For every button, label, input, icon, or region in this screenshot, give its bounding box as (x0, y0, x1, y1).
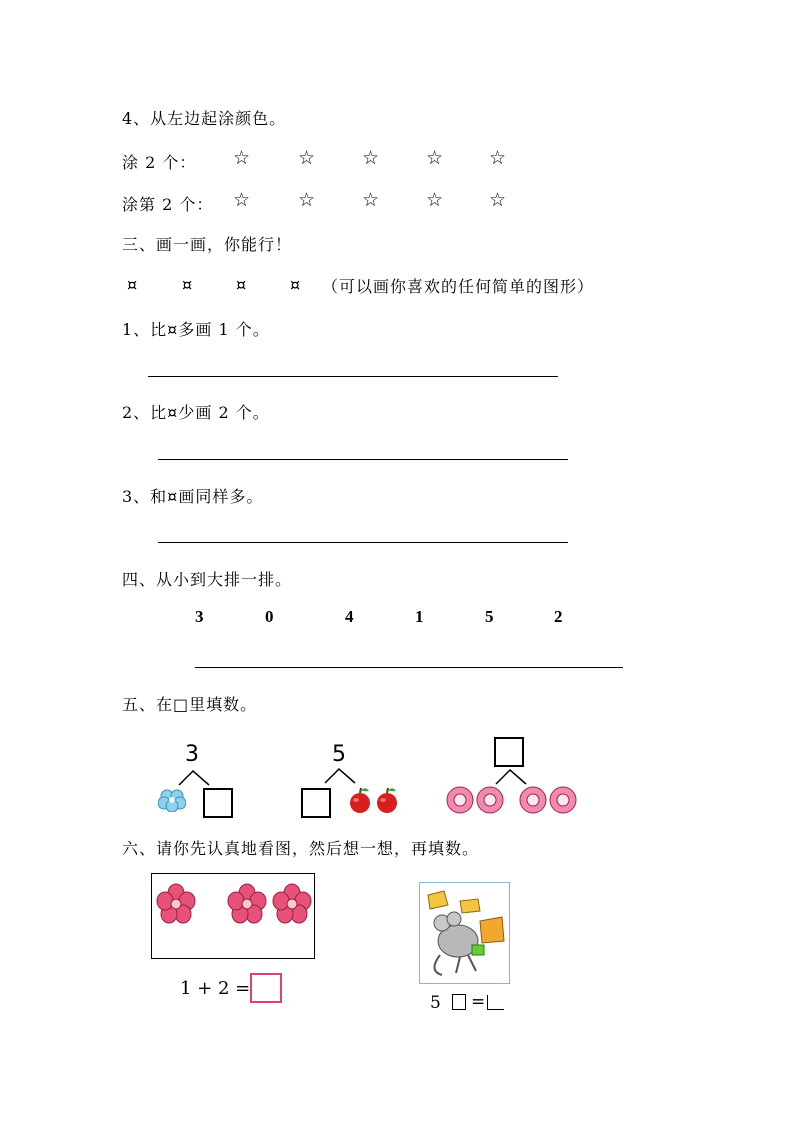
section-3-title: 三、画一画，你能行！ (122, 235, 293, 254)
star-icon[interactable]: ☆ (489, 189, 507, 211)
answer-box[interactable] (203, 788, 233, 818)
draw-item-3: 3、和¤画同样多。 (122, 487, 264, 506)
sort-number: 0 (265, 607, 274, 626)
color-row-1-label: 涂 2 个： (122, 153, 197, 172)
answer-box[interactable] (487, 995, 504, 1010)
star-icon[interactable]: ☆ (426, 189, 444, 211)
apple-icon (346, 786, 402, 814)
draw-item-2: 2、比¤少画 2 个。 (122, 403, 270, 422)
sort-number: 5 (485, 607, 494, 626)
section-4-title: 四、从小到大排一排。 (122, 570, 293, 589)
mouse-with-cheese-icon (420, 883, 509, 983)
red-flower-icon (152, 874, 314, 958)
star-icon[interactable]: ☆ (233, 147, 251, 169)
star-icon[interactable]: ☆ (362, 189, 380, 211)
answer-line-3[interactable] (158, 542, 568, 543)
answer-line-2[interactable] (158, 459, 568, 460)
section-6-title: 六、请你先认真地看图，然后想一想，再填数。 (122, 839, 480, 858)
bond-lines-icon (323, 766, 357, 784)
answer-box[interactable] (301, 788, 331, 818)
equation-2-equals: = (471, 992, 486, 1012)
section-5-title: 五、在□里填数。 (122, 695, 258, 714)
answer-line-1[interactable] (148, 376, 558, 377)
blue-flower-icon (158, 788, 186, 812)
star-icon[interactable]: ☆ (489, 147, 507, 169)
star-icon[interactable]: ☆ (298, 189, 316, 211)
color-row-2-label: 涂第 2 个： (122, 195, 214, 214)
bond-top-number-1: 3 (185, 742, 199, 767)
currency-symbol-icon: ¤ (182, 275, 193, 294)
question-4-title: 4、从左边起涂颜色。 (122, 109, 287, 128)
flower-picture-frame (151, 873, 315, 959)
bond-lines-icon (177, 768, 211, 786)
bond-lines-icon (494, 767, 528, 785)
answer-box[interactable] (494, 737, 524, 767)
drawing-hint: （可以画你喜欢的任何简单的图形） (322, 277, 595, 296)
star-icon[interactable]: ☆ (426, 147, 444, 169)
sort-answer-line[interactable] (195, 667, 623, 668)
equation-1: 1 + 2 = (180, 978, 251, 999)
sort-number: 3 (195, 607, 204, 626)
currency-symbol-icon: ¤ (236, 275, 247, 294)
star-icon[interactable]: ☆ (233, 189, 251, 211)
answer-box[interactable] (250, 973, 282, 1003)
bond-top-number-2: 5 (332, 742, 346, 767)
currency-symbol-icon: ¤ (127, 275, 138, 294)
sort-number: 1 (415, 607, 424, 626)
pink-flower-icon (446, 785, 578, 815)
draw-item-1: 1、比¤多画 1 个。 (122, 320, 270, 339)
star-icon[interactable]: ☆ (298, 147, 316, 169)
currency-symbol-icon: ¤ (290, 275, 301, 294)
answer-box[interactable] (452, 994, 466, 1010)
equation-2-left: 5 (430, 993, 441, 1013)
sort-number: 2 (554, 607, 563, 626)
star-icon[interactable]: ☆ (362, 147, 380, 169)
sort-number: 4 (345, 607, 354, 626)
mouse-cheese-picture (419, 882, 510, 984)
